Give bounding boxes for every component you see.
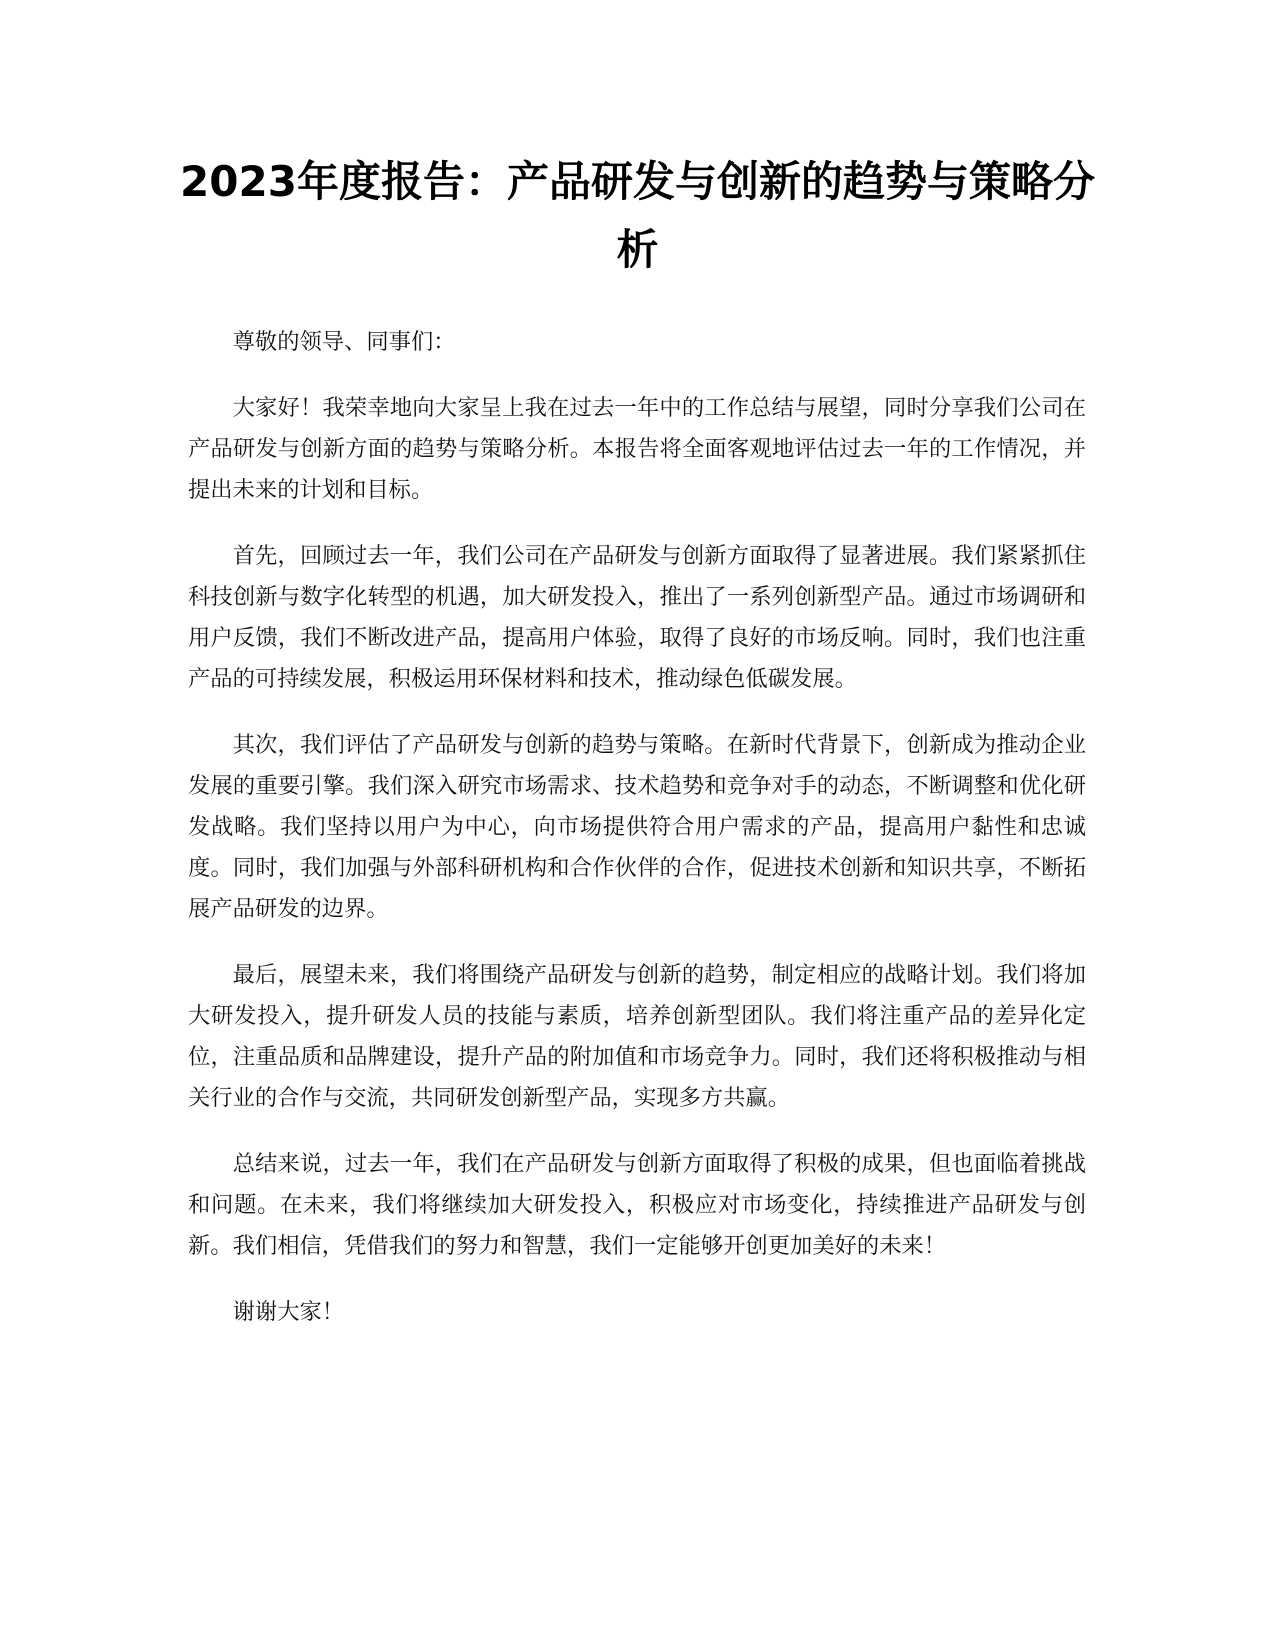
paragraph-review: 首先，回顾过去一年，我们公司在产品研发与创新方面取得了显著进展。我们紧紧抓住科技创新与数字化转型的机遇，加大研发投入，推出了一系列创新型产品。通过市场调研和用户反馈，我们不断改进产品，提高用户体验，取得了良好的市场反响。同时，我们也注重产品的可持续发展，积极运用环保材料和技术，推动绿色低碳发展。 (188, 543, 1086, 692)
paragraph-trends: 其次，我们评估了产品研发与创新的趋势与策略。在新时代背景下，创新成为推动企业发展的重要引擎。我们深入研究市场需求、技术趋势和竞争对手的动态，不断调整和优化研发战略。我们坚持以用户为中心，向市场提供符合用户需求的产品，提高用户黏性和忠诚度。同时，我们加强与外部科研机构和合作伙伴的合作，促进技术创新和知识共享，不断拓展产品研发的边界。 (188, 732, 1086, 922)
paragraph-summary: 总结来说，过去一年，我们在产品研发与创新方面取得了积极的成果，但也面临着挑战和问题。在未来，我们将继续加大研发投入，积极应对市场变化，持续推进产品研发与创新。我们相信，凭借我们的努力和智慧，我们一定能够开创更加美好的未来！ (188, 1151, 1086, 1259)
paragraph-outlook: 最后，展望未来，我们将围绕产品研发与创新的趋势，制定相应的战略计划。我们将加大研发投入，提升研发人员的技能与素质，培养创新型团队。我们将注重产品的差异化定位，注重品质和品牌建设，提升产品的附加值和市场竞争力。同时，我们还将积极推动与相关行业的合作与交流，共同研发创新型产品，实现多方共赢。 (188, 962, 1086, 1111)
paragraph-intro: 大家好！我荣幸地向大家呈上我在过去一年中的工作总结与展望，同时分享我们公司在产品研发与创新方面的趋势与策略分析。本报告将全面客观地评估过去一年的工作情况，并提出未来的计划和目标。 (188, 395, 1086, 503)
document-title: 2023年度报告：产品研发与创新的趋势与策略分析 (180, 157, 1095, 274)
closing-thanks: 谢谢大家！ (232, 1299, 345, 1325)
salutation: 尊敬的领导、同事们： (232, 329, 456, 355)
document-body (188, 322, 1086, 1358)
